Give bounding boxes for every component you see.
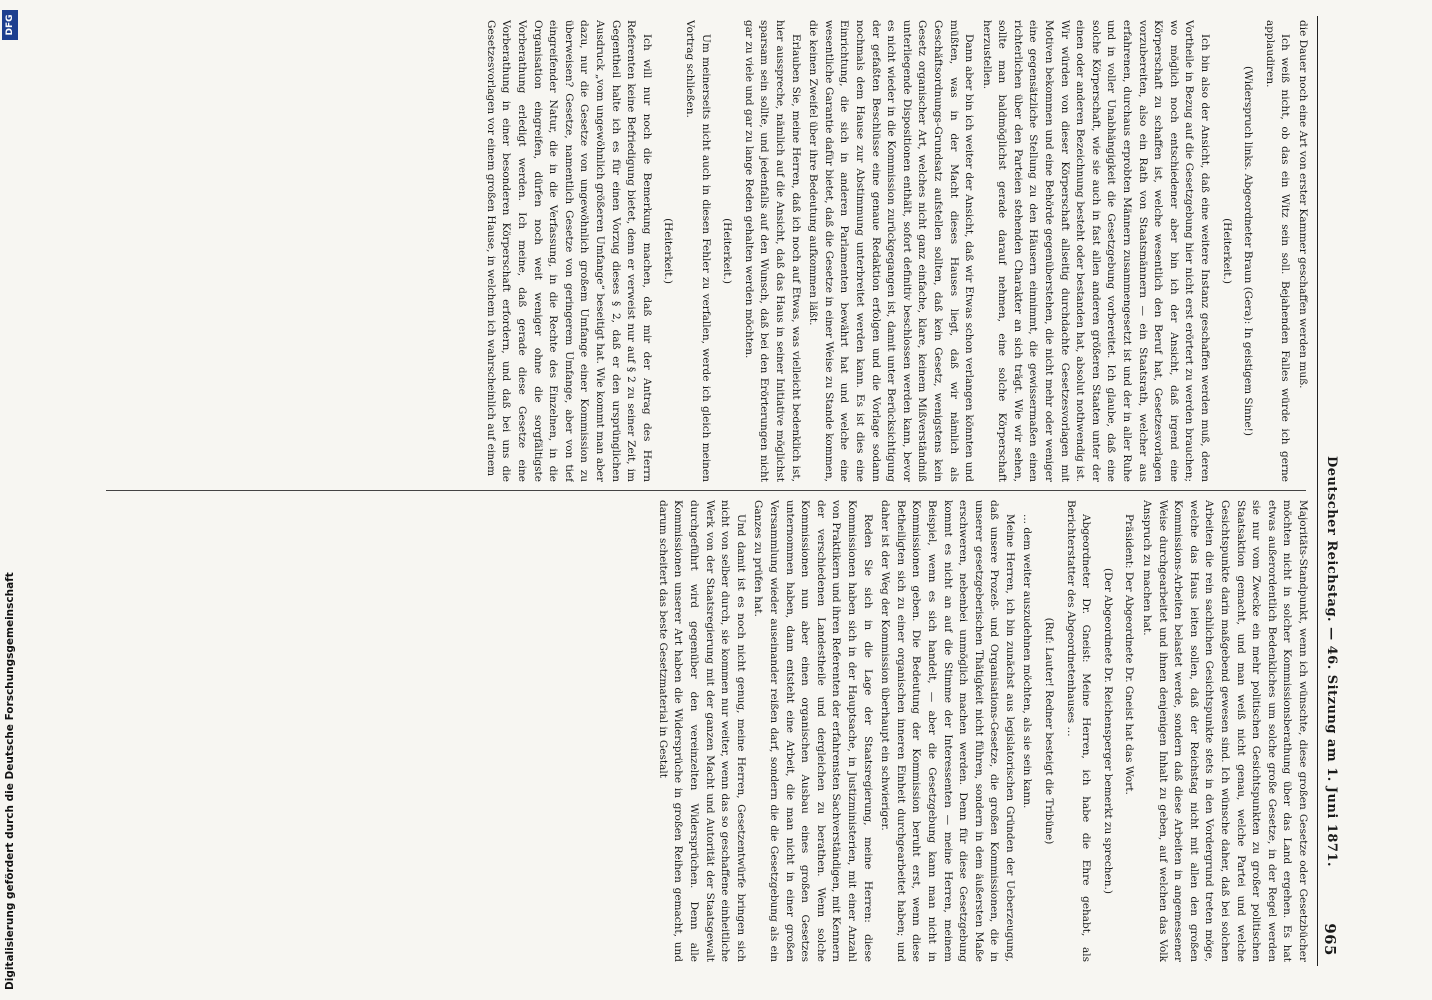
text-column-right — [105, 500, 1310, 962]
interjection: (Heiterkeit.) — [662, 218, 675, 284]
interjection: (Der Abgeordnete Dr. Reichensperger bemerkt zu sprechen.) — [1101, 568, 1114, 894]
dfg-logo: DFG — [2, 10, 18, 40]
footer-text: Digitalisierung gefördert durch die Deutsche Forschungsgemeinschaft — [4, 572, 16, 990]
paragraph: Reden Sie sich in die Lage der Staatsregierung, meine Herren: diese Kommissionen haben sich in der Hauptsache, in Justizministerien, mit einer Anzahl von Praktikern und ihren Referenten der erfahrensten Sachverständigen, mit Kennern der verschiedenen Landestheile und dergleichen zu berathen. Wenn solche Kommissionen nun aber einen organischen Ausbau eines großen Gesetzes unternommen haben, dann entsteht eine Arbeit, die man nicht in einer großen Versammlung wieder auseinander reißen darf, sondern die die Gesetzgebung als ein Ganzes zu prüfen hat. — [752, 500, 874, 962]
text-column-left — [105, 20, 1310, 482]
paragraph: Ich weiß nicht, ob das ein Witz sein soll. Bejahenden Falles würde ich gerne applaudiren. — [1263, 20, 1292, 482]
paragraph: Erlauben Sie, meine Herren, daß ich noch auf Etwas, was vielleicht bedenklich ist, hier ausspreche, nämlich auf die Ansicht, daß das Haus in seiner Initiative möglichst sparsam sein sollte, und jedenfalls auf den Wunsch, daß bei den Erörterungen nicht gar zu viele und gar zu lange Reden gehalten werden möchten. — [742, 20, 802, 482]
interjection: (Heiterkeit.) — [1220, 218, 1233, 284]
header-title: Deutscher Reichstag. — 46. Sitzung am 1. Juni 1871. — [1324, 456, 1339, 868]
paragraph: Dann aber bin ich weiter der Ansicht, daß wir Etwas schon verlangen könnten und müßten, was in der Macht dieses Hauses liegt, daß wir nämlich als Geschäftsordnungs-Grundsatz aufstellen sollten, daß kein Gesetz, wenigstens kein Gesetz organischer Art, welches nicht ganz einfache, klare, keinem Mißverständniß unterliegende Dispositionen enthält, sofort definitiv beschlossen werden kann, bevor es nicht wieder in die Kommission zurückgegangen ist, damit unter Berücksichtigung der gefaßten Beschlüsse eine genaue Redaktion erfolgen und die Vorlage sodann nochmals dem Hause zur Abstimmung unterbreitet werden kann. Es ist dies eine Einrichtung, die sich in anderen Parlamenten bewährt hat und welche eine wesentliche Garantie dafür bietet, daß die Gesetze in einer Weise zu Stande kommen, die keinen Zweifel über ihre Bedeutung aufkommen läßt. — [807, 20, 976, 482]
paragraph: Präsident: Der Abgeordnete Dr. Gneist hat das Wort. — [1123, 514, 1136, 795]
paragraph: Meine Herren, ich bin zunächst aus legislatorischen Gründen der Ueberzeugung, daß unsere Prozeß- und Organisations-Gesetze, die großen Kommissionen, die in unserer gesetzgeberischen Thätigkeit nicht führen, sondern in dem äußersten Maße erschweren, nebenbei unmöglich machen werden. Denn für diese Gesetzgebung kommt es nicht an auf die Stimme der Interessenten — meine Herren, meinem Beispiel, wenn es sich handelt, — aber die Gesetzgebung kann man nicht in Kommissionen geben. Die Bedeutung der Kommission beruht erst, wenn diese Betheiligten sich zu einer organischen inneren Einheit durchgearbeitet haben; und daher ist der Weg der Kommission überhaupt ein schwieriger. — [879, 500, 1016, 962]
paragraph: Majoritäts-Standpunkt, wenn ich wünschte, diese großen Gesetze oder Gesetzbücher möchten nicht in solcher Kommissionsberathung über das Land ergehen. Es hat etwas außerordentlich Bedenkliches um solche große Gesetze, in der Regel werden sie nur vom Zwecke ein mehr politischen Gesichtspunkten zu großer politischen Staatsaktion gemacht, und man weiß nicht genau, welche Partei und welche Gesichtspunkte darin maßgebend gewesen sind. Ich wünsche daher, daß bei solchen Arbeiten die rein sachlichen Gesichtspunkte stets in den Vordergrund treten möge, welche das Haus leiten sollen, daß der Reichstag nicht mit allen den großen Kommissions-Arbeiten belastet werde, sondern daß diese Arbeiten in angemessener Weise durchgearbeitet und ihnen denjenigen Inhalt zu geben, auf welchen das Volk Anspruch zu machen hat. — [1141, 500, 1309, 962]
paragraph: die Dauer noch eine Art von erster Kammer geschaffen werden muß. — [1297, 20, 1309, 389]
paragraph: Abgeordneter Dr. Gneist: Meine Herren, ich habe die Ehre gehabt, als Berichterstatter des Abgeordnetenhauses ... — [1064, 500, 1093, 962]
interjection: (Widerspruch links. Abgeordneter Braun (Gera): In geistigem Sinne!) — [1242, 65, 1255, 436]
paragraph: Ich will nur noch die Bemerkung machen, daß mir der Antrag des Herrn Referenten keine Befriedigung bietet, denn er verweist nur auf § 2 zu seiner Zeit, im Gegentheil halte ich es für einen Vorzug dieses § 2, daß er den ursprünglichen Ausdruck „vom ungewöhnlich größeren Umfange“ beseitigt hat. Wie kommt man aber dazu, nur die Gesetze von ungewöhnlich großem Umfange einer Kommission zu überweisen? Gesetze, namentlich Gesetze von geringerem Umfange, aber von tief eingreifender Natur, die in die Verfassung, in die Rechte des Einzelnen, in die Organisation eingreifen, dürfen noch weit weniger ohne die sorgfältigste Vorberathung erledigt werden. Ich meine, daß gerade diese Gesetze eine Vorberathung in einer besonderen Körperschaft erfordern, und daß bei uns die Gesetzesvorlagen vor einem großen Hause, in welchem ich wahrscheinlich auf einem — [484, 20, 653, 482]
paragraph: Um meinerseits nicht auch in diesen Fehler zu verfallen, werde ich gleich meinen Vortrag schließen. — [684, 20, 712, 482]
column-divider — [106, 490, 1306, 491]
page-header — [1317, 16, 1342, 966]
interjection: (Ruf: Lauter! Redner besteigt die Tribüne) — [1043, 617, 1056, 845]
paragraph: Und damit ist es noch nicht genug, meine Herren, Gesetzentwürfe bringen sich nicht von selber durch, sie kommen nur weiter, wenn das so geschaffene einheitliche Werk von der Staatsregierung mit der ganzen Macht und Autorität der Staatsgewalt durchgeführt wird gegenüber den vereinzelten Widersprüchen. Denn alle Kommissionen unserer Art haben die Widersprüche in großen Reihen gemacht, und darum scheitert das beste Gesetzmaterial in Gestalt — [656, 500, 747, 962]
paragraph: ... dem weiter auszudehnen möchten, als sie sein kann. — [1021, 514, 1034, 809]
digitization-footer — [0, 0, 24, 1000]
page-number: 965 — [1321, 923, 1339, 956]
newspaper-page — [92, 16, 1342, 966]
paragraph: Ich bin also der Ansicht, daß eine weitere Instanz geschaffen werden muß, deren Vortheile in Bezug auf die Gesetzgebung hier nicht erst erörtert zu werden brauchen; wo möglich noch entschiedener aber bin ich der Ansicht, daß irgend eine Körperschaft zu schaffen ist, welche wesentlich den Beruf hat, Gesetzesvorlagen vorzubereiten, also ein Rath von Staatsmännern — ein Staatsrath, welcher aus erfahrenen, durchaus erprobten Männern zusammengesetzt ist und der in aller Ruhe und in voller Unabhängigkeit die Gesetzgebung vorbereitet. Ich glaube, daß eine solche Körperschaft, wie sie auch in fast allen anderen größeren Staaten unter der einen oder anderen Bezeichnung besteht oder bestanden hat, absolut nothwendig ist. Wir würden von dieser Körperschaft allseitig durchdachte Gesetzesvorlagen mit Motiven bekommen und eine Behörde gegenüberstehen, die nicht mehr oder weniger eine gegensätzliche Stellung zu den Häusern einnimmt, die gewissermaßen einen richterlichen über den Parteien stehenden Charakter an sich trägt. Wie wir sehen, sollte man baldmöglichst gerade darauf nehmen, eine solche Körperschaft herzustellen. — [980, 20, 1212, 482]
interjection: (Heiterkeit.) — [721, 218, 734, 284]
